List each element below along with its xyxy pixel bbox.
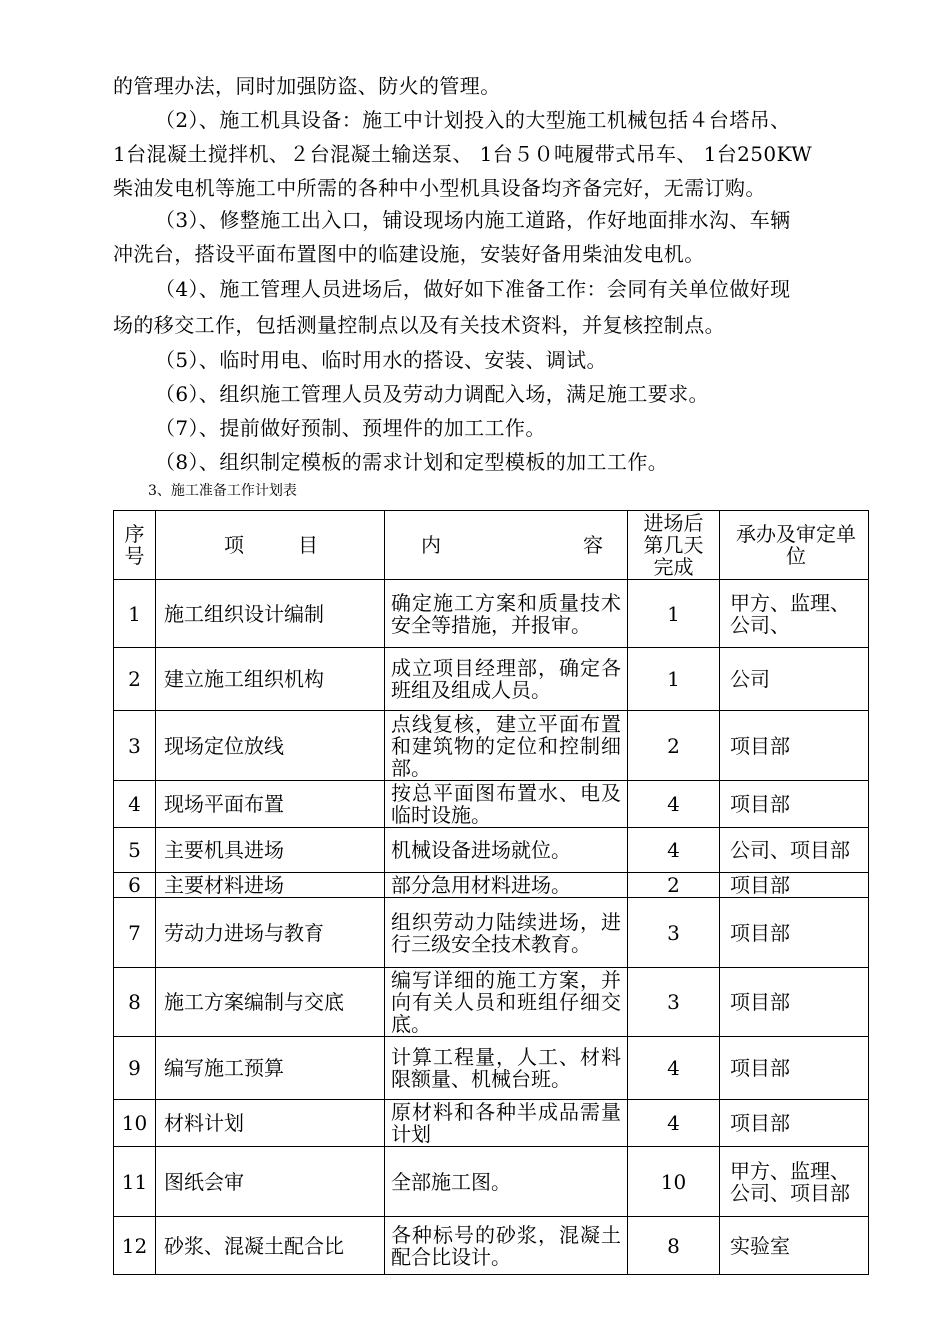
table-row: [114, 1147, 869, 1217]
header-unit: 承办及审定单位: [720, 511, 869, 580]
row-unit: 项目部: [720, 968, 869, 1037]
row-days: 3: [628, 968, 720, 1037]
paragraph-line: （4）、施工管理人员进场后，做好如下准备工作：会同有关单位做好现: [155, 277, 791, 301]
row-item: 现场定位放线: [156, 711, 385, 781]
row-days: 2: [628, 711, 720, 781]
header-content-char-1: 内: [421, 533, 441, 557]
row-number: 1: [114, 580, 156, 648]
paragraph-line: （6）、组织施工管理人员及劳动力调配入场，满足施工要求。: [155, 382, 709, 406]
header-days: 进场后第几天完成: [628, 511, 720, 580]
row-number: 3: [114, 711, 156, 781]
paragraph-line: 场的移交工作，包括测量控制点以及有关技术资料，并复核控制点。: [113, 313, 725, 337]
row-content: 确定施工方案和质量技术安全等措施，并报审。: [385, 580, 628, 648]
table-row: [114, 968, 869, 1037]
row-days: 1: [628, 580, 720, 648]
row-item: 编写施工预算: [156, 1037, 385, 1100]
row-item: 现场平面布置: [156, 781, 385, 828]
header-item-char-1: 项: [224, 533, 244, 557]
header-no: 序号: [114, 511, 156, 580]
table-row: [114, 1100, 869, 1147]
row-days: 4: [628, 781, 720, 828]
paragraph-line: （7）、提前做好预制、预埋件的加工工作。: [155, 416, 546, 440]
row-content: 计算工程量，人工、材料限额量、机械台班。: [385, 1037, 628, 1100]
row-number: 7: [114, 898, 156, 968]
row-number: 2: [114, 648, 156, 711]
row-unit: 项目部: [720, 1100, 869, 1147]
table-row: [114, 898, 869, 968]
table-header-row: [114, 511, 869, 580]
row-unit: 实验室: [720, 1217, 869, 1275]
row-days: 4: [628, 828, 720, 873]
row-item: 材料计划: [156, 1100, 385, 1147]
table-row: [114, 873, 869, 898]
row-days: 8: [628, 1217, 720, 1275]
paragraph-line: （3）、修整施工出入口，铺设现场内施工道路，作好地面排水沟、车辆: [155, 208, 791, 232]
row-content: 机械设备进场就位。: [385, 828, 628, 873]
row-item: 施工组织设计编制: [156, 580, 385, 648]
paragraph-line: （5）、临时用电、临时用水的搭设、安装、调试。: [155, 348, 607, 372]
row-unit: 甲方、监理、公司、: [720, 580, 869, 648]
header-content-char-2: 容: [583, 533, 603, 557]
table-row: [114, 781, 869, 828]
header-item-char-2: 目: [298, 533, 318, 557]
row-item: 劳动力进场与教育: [156, 898, 385, 968]
row-content: 各种标号的砂浆，混凝土配合比设计。: [385, 1217, 628, 1275]
row-unit: 公司: [720, 648, 869, 711]
row-content: 原材料和各种半成品需量计划: [385, 1100, 628, 1147]
paragraph-line: （2）、施工机具设备：施工中计划投入的大型施工机械包括４台塔吊、: [155, 108, 791, 132]
paragraph-line: 冲洗台，搭设平面布置图中的临建设施，安装好备用柴油发电机。: [113, 242, 705, 266]
table-caption: 3、施工准备工作计划表: [148, 483, 297, 499]
row-number: 12: [114, 1217, 156, 1275]
row-item: 建立施工组织机构: [156, 648, 385, 711]
row-item: 砂浆、混凝土配合比: [156, 1217, 385, 1275]
row-number: 6: [114, 873, 156, 898]
row-item: 图纸会审: [156, 1147, 385, 1217]
row-content: 编写详细的施工方案，并向有关人员和班组仔细交底。: [385, 968, 628, 1037]
row-content: 组织劳动力陆续进场，进行三级安全技术教育。: [385, 898, 628, 968]
row-unit: 项目部: [720, 711, 869, 781]
row-content: 成立项目经理部，确定各班组及组成人员。: [385, 648, 628, 711]
row-item: 主要材料进场: [156, 873, 385, 898]
row-unit: 公司、项目部: [720, 828, 869, 873]
table-row: [114, 648, 869, 711]
row-days: 4: [628, 1037, 720, 1100]
header-item: [156, 511, 385, 580]
row-number: 11: [114, 1147, 156, 1217]
row-number: 10: [114, 1100, 156, 1147]
table-row: [114, 828, 869, 873]
row-number: 4: [114, 781, 156, 828]
row-days: 2: [628, 873, 720, 898]
table-row: [114, 1037, 869, 1100]
row-days: 1: [628, 648, 720, 711]
preparation-plan-table: [113, 510, 869, 1275]
row-unit: 项目部: [720, 781, 869, 828]
table-row: [114, 1217, 869, 1275]
row-number: 8: [114, 968, 156, 1037]
row-unit: 甲方、监理、公司、项目部: [720, 1147, 869, 1217]
paragraph-line: （8）、组织制定模板的需求计划和定型模板的加工工作。: [155, 450, 669, 474]
row-days: 4: [628, 1100, 720, 1147]
row-number: 9: [114, 1037, 156, 1100]
row-item: 施工方案编制与交底: [156, 968, 385, 1037]
row-content: 部分急用材料进场。: [385, 873, 628, 898]
header-content: [385, 511, 628, 580]
row-content: 点线复核，建立平面布置和建筑物的定位和控制细部。: [385, 711, 628, 781]
table-row: [114, 711, 869, 781]
row-number: 5: [114, 828, 156, 873]
row-unit: 项目部: [720, 1037, 869, 1100]
paragraph-line: 1台混凝土搅拌机、２台混凝土输送泵、 1台５０吨履带式吊车、 1台250KW: [113, 142, 813, 166]
table-row: [114, 580, 869, 648]
row-content: 按总平面图布置水、电及临时设施。: [385, 781, 628, 828]
row-content: 全部施工图。: [385, 1147, 628, 1217]
row-unit: 项目部: [720, 898, 869, 968]
row-item: 主要机具进场: [156, 828, 385, 873]
paragraph-line: 柴油发电机等施工中所需的各种中小型机具设备均齐备完好，无需订购。: [113, 176, 766, 200]
row-days: 10: [628, 1147, 720, 1217]
row-days: 3: [628, 898, 720, 968]
row-unit: 项目部: [720, 873, 869, 898]
paragraph-line: 的管理办法，同时加强防盗、防火的管理。: [113, 74, 501, 98]
